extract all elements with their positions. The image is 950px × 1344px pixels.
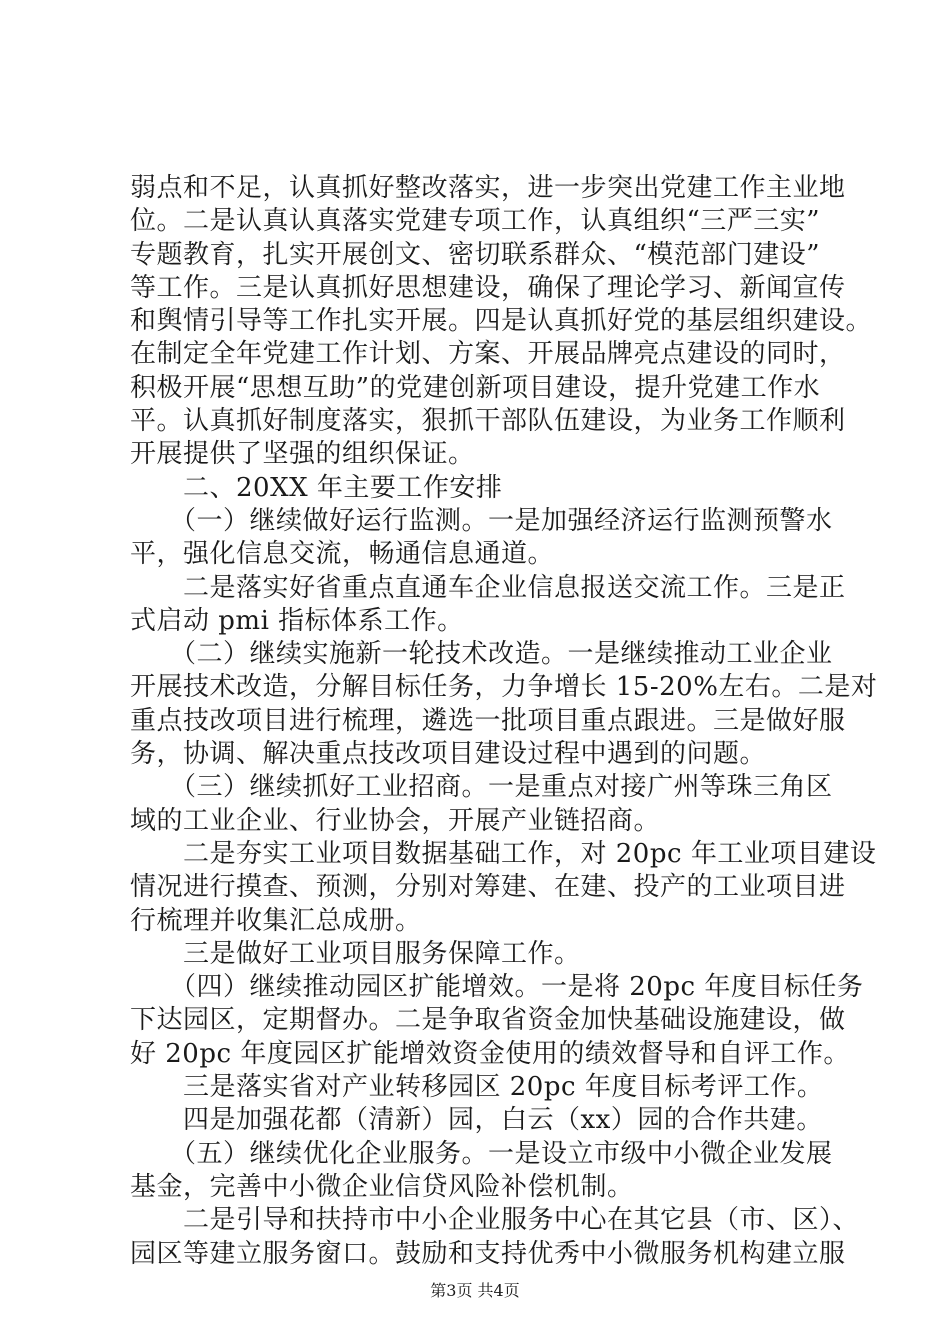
text-line: 位。二是认真认真落实党建专项工作，认真组织“三严三实” xyxy=(130,206,821,237)
text-line: 行梳理并收集汇总成册。 xyxy=(130,905,422,936)
text-line: 弱点和不足，认真抓好整改落实，进一步突出党建工作主业地 xyxy=(130,173,846,203)
text-line: （二）继续实施新一轮技术改造。一是继续推动工业企业 xyxy=(130,639,833,670)
text-line: 二是引导和扶持市中小企业服务中心在其它县（市、区）、 xyxy=(130,1205,860,1236)
text-line: 情况进行摸查、预测，分别对筹建、在建、投产的工业项目进 xyxy=(130,872,846,903)
text-line: 三是做好工业项目服务保障工作。 xyxy=(130,938,581,969)
text-line: 在制定全年党建工作计划、方案、开展品牌亮点建设的同时， xyxy=(130,339,846,370)
text-line: 积极开展“思想互助”的党建创新项目建设，提升党建工作水 xyxy=(130,372,821,403)
text-line: 好 20pc 年度园区扩能增效资金使用的绩效督导和自评工作。 xyxy=(130,1038,850,1069)
section-heading: 二、20XX 年主要工作安排 xyxy=(130,472,503,503)
text-line: 专题教育，扎实开展创文、密切联系群众、“模范部门建设” xyxy=(130,239,821,270)
text-line: 二是落实好省重点直通车企业信息报送交流工作。三是正 xyxy=(130,572,846,603)
text-line: 四是加强花都（清新）园，白云（xx）园的合作共建。 xyxy=(130,1105,823,1136)
text-line: 等工作。三是认真抓好思想建设，确保了理论学习、新闻宣传 xyxy=(130,272,846,303)
text-line: （五）继续优化企业服务。一是设立市级中小微企业发展 xyxy=(130,1138,833,1169)
text-line: 二是夯实工业项目数据基础工作，对 20pc 年工业项目建设 xyxy=(130,838,877,869)
text-line: 式启动 pmi 指标体系工作。 xyxy=(130,605,464,636)
text-line: 下达园区，定期督办。二是争取省资金加快基础设施建设，做 xyxy=(130,1005,846,1036)
text-line: （三）继续抓好工业招商。一是重点对接广州等珠三角区 xyxy=(130,772,833,803)
text-line: 域的工业企业、行业协会，开展产业链招商。 xyxy=(130,805,661,836)
text-line: 开展提供了坚强的组织保证。 xyxy=(130,439,475,470)
text-line: （四）继续推动园区扩能增效。一是将 20pc 年度目标任务 xyxy=(130,972,864,1003)
document-body xyxy=(130,172,878,1271)
text-line: 平。认真抓好制度落实，狠抓干部队伍建设，为业务工作顺利 xyxy=(130,406,846,437)
text-line: （一）继续做好运行监测。一是加强经济运行监测预警水 xyxy=(130,505,833,536)
text-line: 基金，完善中小微企业信贷风险补偿机制。 xyxy=(130,1171,634,1202)
text-line: 重点技改项目进行梳理，遴选一批项目重点跟进。三是做好服 xyxy=(130,705,846,736)
page-number-footer: 第3页 共4页 xyxy=(430,1281,520,1300)
text-line: 和舆情引导等工作扎实开展。四是认真抓好党的基层组织建设。 xyxy=(130,306,873,337)
text-line: 开展技术改造，分解目标任务，力争增长 15-20%左右。二是对 xyxy=(130,672,878,703)
text-line: 三是落实省对产业转移园区 20pc 年度目标考评工作。 xyxy=(130,1072,824,1103)
text-line: 平，强化信息交流，畅通信息通道。 xyxy=(130,539,555,570)
text-line: 园区等建立服务窗口。鼓励和支持优秀中小微服务机构建立服 xyxy=(130,1238,846,1269)
text-line: 务，协调、解决重点技改项目建设过程中遇到的问题。 xyxy=(130,739,767,770)
